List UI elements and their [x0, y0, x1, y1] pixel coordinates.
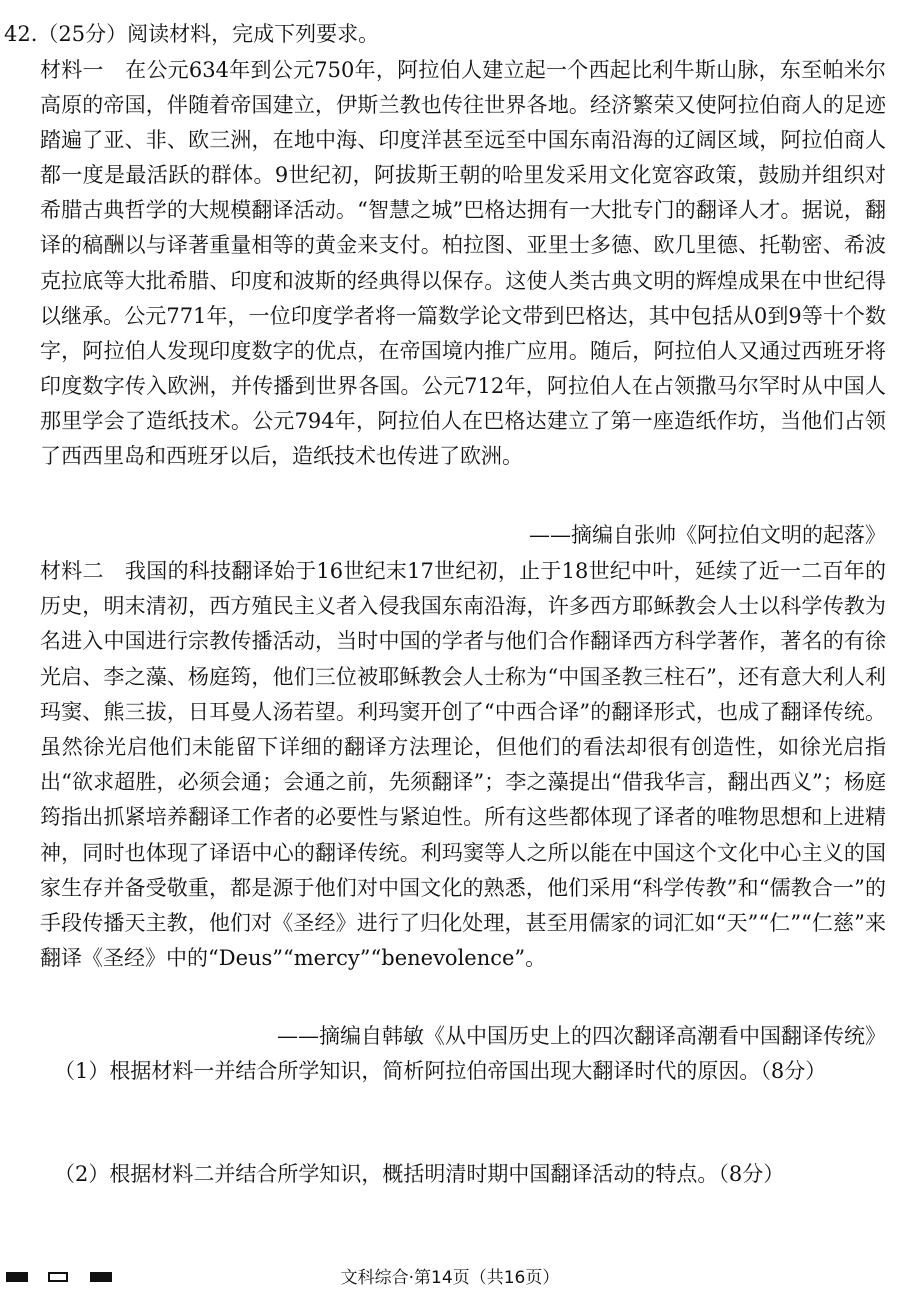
material-one-source: ——摘编自张帅《阿拉伯文明的起落》 [529, 523, 886, 547]
question-part-2: （2）根据材料二并结合所学知识，概括明清时期中国翻译活动的特点。（8分） [54, 1162, 785, 1186]
page-footer [0, 1264, 900, 1292]
material-one-label: 材料一 [40, 58, 104, 82]
question-header: 42.（25分）阅读材料，完成下列要求。 [4, 22, 380, 46]
material-two-label: 材料二 [40, 559, 104, 583]
material-one [40, 53, 886, 474]
material-two-source: ——摘编自韩敏《从中国历史上的四次翻译高潮看中国翻译传统》 [277, 1024, 886, 1048]
question-part-1: （1）根据材料一并结合所学知识，简析阿拉伯帝国出现大翻译时代的原因。（8分） [54, 1059, 827, 1083]
page-number: 文科综合·第14页（共16页） [340, 1268, 560, 1288]
material-two-text: 我国的科技翻译始于16世纪末17世纪初，止于18世纪中叶，延续了近一二百年的历史，明末清初，西方殖民主义者入侵我国东南沿海，许多西方耶稣教会人士以科学传教为名进入中国进行宗教传播活动，当时中国的学者与他们合作翻译西方科学著作，著名的有徐光启、李之藻、杨庭筠，他们三位被耶稣教会人士称为“中国圣教三柱石”，还有意大利人利玛窦、熊三拔，日耳曼人汤若望。利玛窦开创了“中西合译”的翻译形式，也成了翻译传统。虽然徐光启他们未能留下详细的翻译方法理论，但他们的看法却很有创造性，如徐光启指出“欲求超胜，必须会通；会通之前，先须翻译”；李之藻提出“借我华言，翻出西义”；杨庭筠指出抓紧培养翻译工作者的必要性与紧迫性。所有这些都体现了译者的唯物思想和上进精神，同时也体现了译语中心的翻译传统。利玛窦等人之所以能在中国这个文化中心主义的国家生存并备受敬重，都是源于他们对中国文化的熟悉，他们采用“科学传教”和“儒教合一”的手段传播天主教，他们对《圣经》进行了归化处理，甚至用儒家的词汇如“天”“仁”“仁慈”来翻译《圣经》中的“Deus”“mercy”“benevolence”。 [40, 559, 887, 971]
material-one-text: 在公元634年到公元750年，阿拉伯人建立起一个西起比利牛斯山脉，东至帕米尔高原的帝国，伴随着帝国建立，伊斯兰教也传往世界各地。经济繁荣又使阿拉伯商人的足迹踏遍了亚、非、欧三洲，在地中海、印度洋甚至远至中国东南沿海的辽阔区域，阿拉伯商人都一度是最活跃的群体。9世纪初，阿拔斯王朝的哈里发采用文化宽容政策，鼓励并组织对希腊古典哲学的大规模翻译活动。“智慧之城”巴格达拥有一大批专门的翻译人才。据说，翻译的稿酬以与译著重量相等的黄金来支付。柏拉图、亚里士多德、欧几里德、托勒密、希波克拉底等大批希腊、印度和波斯的经典得以保存。这使人类古典文明的辉煌成果在中世纪得以继承。公元771年，一位印度学者将一篇数学论文带到巴格达，其中包括从0到9等十个数字，阿拉伯人发现印度数字的优点，在帝国境内推广应用。随后，阿拉伯人又通过西班牙将印度数字传入欧洲，并传播到世界各国。公元712年，阿拉伯人在占领撒马尔罕时从中国人那里学会了造纸技术。公元794年，阿拉伯人在巴格达建立了第一座造纸作坊，当他们占领了西西里岛和西班牙以后，造纸技术也传进了欧洲。 [40, 58, 886, 469]
material-two [40, 554, 886, 976]
